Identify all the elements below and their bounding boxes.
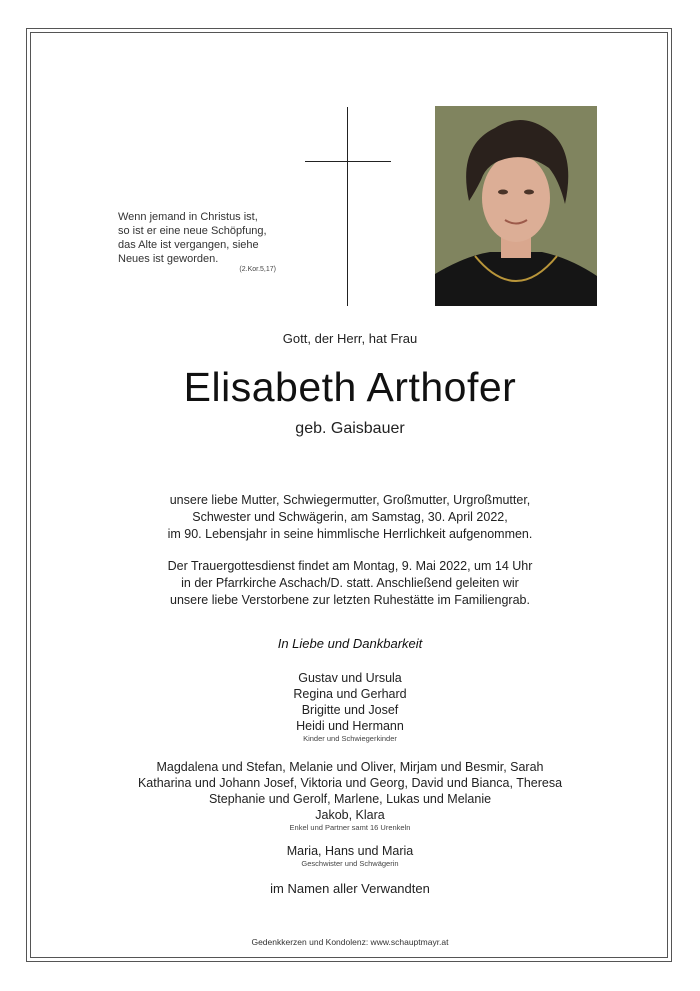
mourner-name: Magdalena und Stefan, Melanie und Oliver, Mirjam und Besmir, Sarah bbox=[156, 760, 544, 774]
paragraph-line: im 90. Lebensjahr in seine himmlische Herrlichkeit aufgenommen. bbox=[167, 527, 533, 541]
mourner-name: Gustav und Ursula bbox=[298, 671, 402, 685]
mourner-name: Stephanie und Gerolf, Marlene, Lukas und Melanie bbox=[208, 792, 492, 806]
portrait-photo bbox=[435, 106, 597, 306]
mourner-name: Maria, Hans und Maria bbox=[286, 844, 414, 858]
paragraph-line: unsere liebe Verstorbene zur letzten Ruhestätte im Familiengrab. bbox=[170, 593, 530, 607]
mourner-name: Brigitte und Josef bbox=[301, 703, 399, 717]
group-caption: Enkel und Partner samt 16 Urenkeln bbox=[289, 823, 411, 832]
intro-text: Gott, der Herr, hat Frau bbox=[282, 331, 418, 346]
mourner-name: Jakob, Klara bbox=[315, 808, 385, 822]
mourner-name: Regina und Gerhard bbox=[293, 687, 407, 701]
paragraph-line: Der Trauergottesdienst findet am Montag, 9. Mai 2022, um 14 Uhr bbox=[167, 559, 533, 573]
announcement-paragraph bbox=[0, 492, 700, 543]
mourner-name: Katharina und Johann Josef, Viktoria und Georg, David und Bianca, Theresa bbox=[137, 776, 563, 790]
group-caption: Kinder und Schwiegerkinder bbox=[303, 734, 397, 743]
closing-line: im Namen aller Verwandten bbox=[270, 881, 430, 896]
verse-reference: (2.Kor.5,17) bbox=[239, 266, 276, 273]
paragraph-line: Schwester und Schwägerin, am Samstag, 30. April 2022, bbox=[192, 510, 508, 524]
verse-line: so ist er eine neue Schöpfung, bbox=[118, 225, 267, 237]
maiden-name: geb. Gaisbauer bbox=[295, 420, 405, 437]
verse-line: Neues ist geworden. bbox=[118, 253, 219, 265]
bible-verse bbox=[118, 210, 288, 266]
verse-line: das Alte ist vergangen, siehe bbox=[118, 239, 259, 251]
children-list bbox=[0, 670, 700, 744]
grandchildren-list bbox=[0, 759, 700, 833]
group-caption: Geschwister und Schwägerin bbox=[301, 859, 399, 868]
paragraph-line: unsere liebe Mutter, Schwiegermutter, Großmutter, Urgroßmutter, bbox=[169, 493, 531, 507]
mourner-name: Heidi und Hermann bbox=[296, 719, 404, 733]
verse-line: Wenn jemand in Christus ist, bbox=[118, 211, 258, 223]
thanks-heading: In Liebe und Dankbarkeit bbox=[277, 636, 423, 651]
funeral-service-paragraph bbox=[0, 558, 700, 609]
footer-condolence-link[interactable]: Gedenkkerzen und Kondolenz: www.schauptmayr.at bbox=[251, 937, 449, 947]
siblings-list bbox=[0, 843, 700, 869]
paragraph-line: in der Pfarrkirche Aschach/D. statt. Anschließend geleiten wir bbox=[181, 576, 519, 590]
deceased-name: Elisabeth Arthofer bbox=[183, 364, 517, 410]
